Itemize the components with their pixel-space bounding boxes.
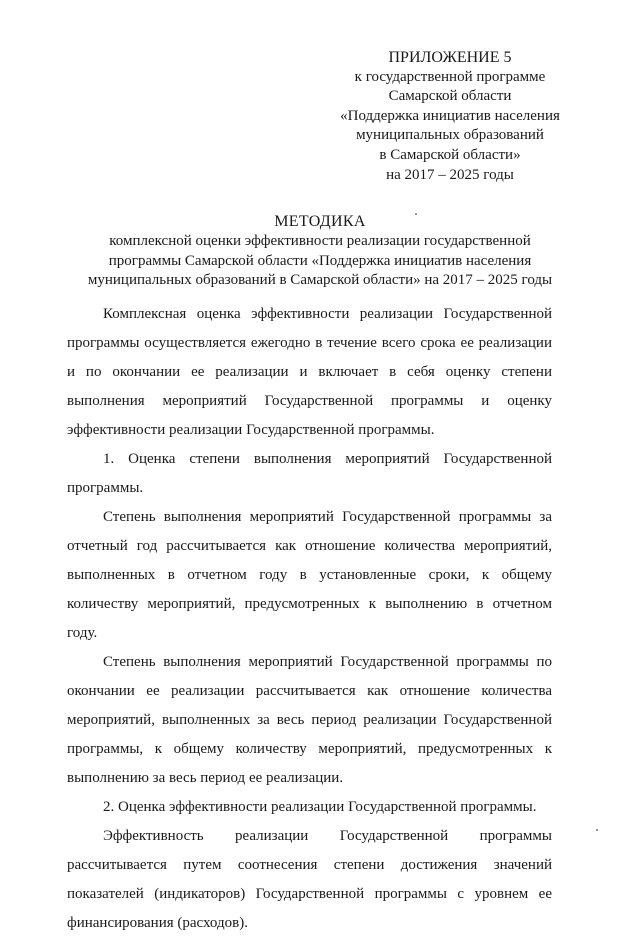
appendix-line: в Самарской области» (379, 146, 521, 163)
title-subtitle-line: муниципальных образований в Самарской области» на 2017 – 2025 годы (87, 272, 553, 288)
document-title (0, 212, 640, 291)
section-heading-1: 1. Оценка степени выполнения мероприятий Государственной программы. (67, 451, 552, 496)
scan-speck (415, 213, 417, 215)
title-subtitle-line: комплексной оценки эффективности реализации государственной (109, 233, 531, 249)
paragraph-intro: Комплексная оценка эффективности реализации Государственной программы осуществляется ежегодно в течение всего срока ее реализации и по окончании ее реализации и включает в себя оценку степени выполнения мероприятий Государственной программы и оценку эффективности реализации Государственной программы. (67, 306, 552, 438)
appendix-number: ПРИЛОЖЕНИЕ 5 (388, 49, 512, 66)
appendix-line: муниципальных образований (356, 127, 544, 144)
paragraph: Степень выполнения мероприятий Государственной программы за отчетный год рассчитывается как отношение количества мероприятий, выполненных в отчетном году в установленные сроки, к общему количеству мероприятий, предусмотренных к выполнению в отчетном году. (67, 509, 552, 641)
title-heading: МЕТОДИКА (274, 213, 366, 230)
appendix-line: Самарской области (388, 88, 512, 105)
appendix-line: на 2017 – 2025 годы (386, 166, 514, 183)
title-subtitle-line: программы Самарской области «Поддержка инициатив населения (108, 252, 532, 269)
paragraph: Эффективность реализации Государственной программы рассчитывается путем соотнесения степени достижения значений показателей (индикаторов) Государственной программы с уровнем ее финансирования (расходов). (67, 828, 552, 931)
appendix-line: «Поддержка инициатив населения (340, 107, 560, 124)
appendix-header (330, 48, 570, 185)
scan-speck (596, 829, 598, 831)
section-heading-2: 2. Оценка эффективности реализации Государственной программы. (103, 799, 537, 815)
paragraph: Степень выполнения мероприятий Государственной программы по окончании ее реализации рассчитывается как отношение количества мероприятий, выполненных за весь период реализации Государственной программы, к общему количеству мероприятий, предусмотренных к выполнению за весь период ее реализации. (67, 654, 552, 786)
document-body (67, 300, 552, 938)
appendix-line: к государственной программе (354, 68, 546, 85)
